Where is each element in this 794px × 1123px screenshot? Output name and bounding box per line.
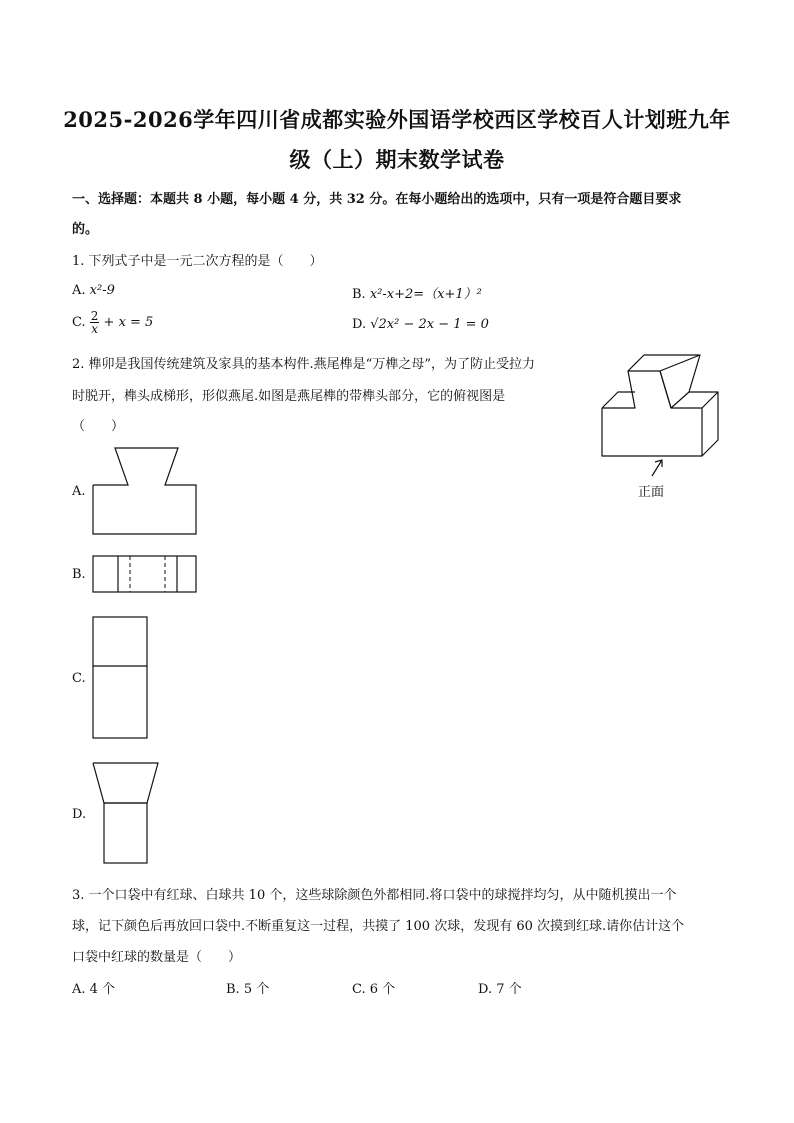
q3-stem-line2: 球，记下颜色后再放回口袋中.不断重复这一过程，共摸了 100 次球，发现有 60 次摸到红球.请你估计这个	[72, 919, 685, 934]
q3-option-c: C. 6 个	[352, 982, 396, 997]
q1-option-d-label: D.	[352, 317, 367, 332]
q2-option-c-figure	[90, 614, 160, 740]
q2-stem-line2: 时脱开，榫头成梯形，形似燕尾.如图是燕尾榫的带榫头部分，它的俯视图是	[72, 389, 506, 404]
q1-stem: 1. 下列式子中是一元二次方程的是（ ）	[72, 254, 323, 269]
dovetail-3d-figure	[598, 350, 738, 490]
q3-option-b: B. 5 个	[226, 982, 270, 997]
section1-instructions-line2: 的。	[72, 222, 99, 237]
q1-option-a-label: A.	[72, 283, 86, 298]
q1-option-c-fraction	[90, 310, 100, 335]
q2-option-a-figure	[90, 446, 200, 538]
q1-option-d-text: √2x² − 2x − 1 = 0	[370, 317, 489, 332]
q1-option-c-denominator: x	[91, 322, 98, 336]
q2-option-a-label: A.	[72, 484, 86, 499]
q1-option-c-rest: + x = 5	[103, 315, 154, 330]
q3-stem-line1: 3. 一个口袋中有红球、白球共 10 个，这些球除颜色外都相同.将口袋中的球搅拌均匀，从中随机摸出一个	[72, 888, 677, 903]
exam-title-line2: 级（上）期末数学试卷	[289, 147, 505, 172]
q2-stem-line3: （ ）	[72, 419, 125, 434]
q2-option-b-figure	[90, 554, 200, 594]
q2-option-d-label: D.	[72, 807, 87, 822]
q1-option-b	[352, 283, 482, 302]
q1-option-c	[72, 310, 153, 335]
exam-title-line1: 2025-2026学年四川省成都实验外国语学校西区学校百人计划班九年	[63, 107, 731, 132]
q1-option-c-label: C.	[72, 315, 86, 330]
q2-stem-line1: 2. 榫卯是我国传统建筑及家具的基本构件.燕尾榫是“万榫之母”，为了防止受拉力	[72, 357, 535, 372]
front-view-label: 正面	[638, 485, 665, 500]
q1-option-b-text: x²-x+2=（x+1）²	[369, 287, 482, 302]
section1-instructions-line1: 一、选择题：本题共 8 小题，每小题 4 分，共 32 分。在每小题给出的选项中，只有一项是符合题目要求	[72, 192, 682, 207]
q2-option-b-label: B.	[72, 567, 86, 582]
q1-option-a	[72, 283, 115, 298]
q3-option-a: A. 4 个	[72, 982, 116, 997]
q1-option-c-numerator: 2	[90, 309, 99, 323]
q1-option-d	[352, 317, 489, 332]
q3-option-d: D. 7 个	[478, 982, 522, 997]
q2-option-c-label: C.	[72, 671, 86, 686]
q2-option-d-figure	[90, 760, 170, 866]
q3-stem-line3: 口袋中红球的数量是（ ）	[72, 950, 242, 965]
q1-option-a-text: x²-9	[89, 283, 115, 298]
q1-option-b-label: B.	[352, 287, 366, 302]
